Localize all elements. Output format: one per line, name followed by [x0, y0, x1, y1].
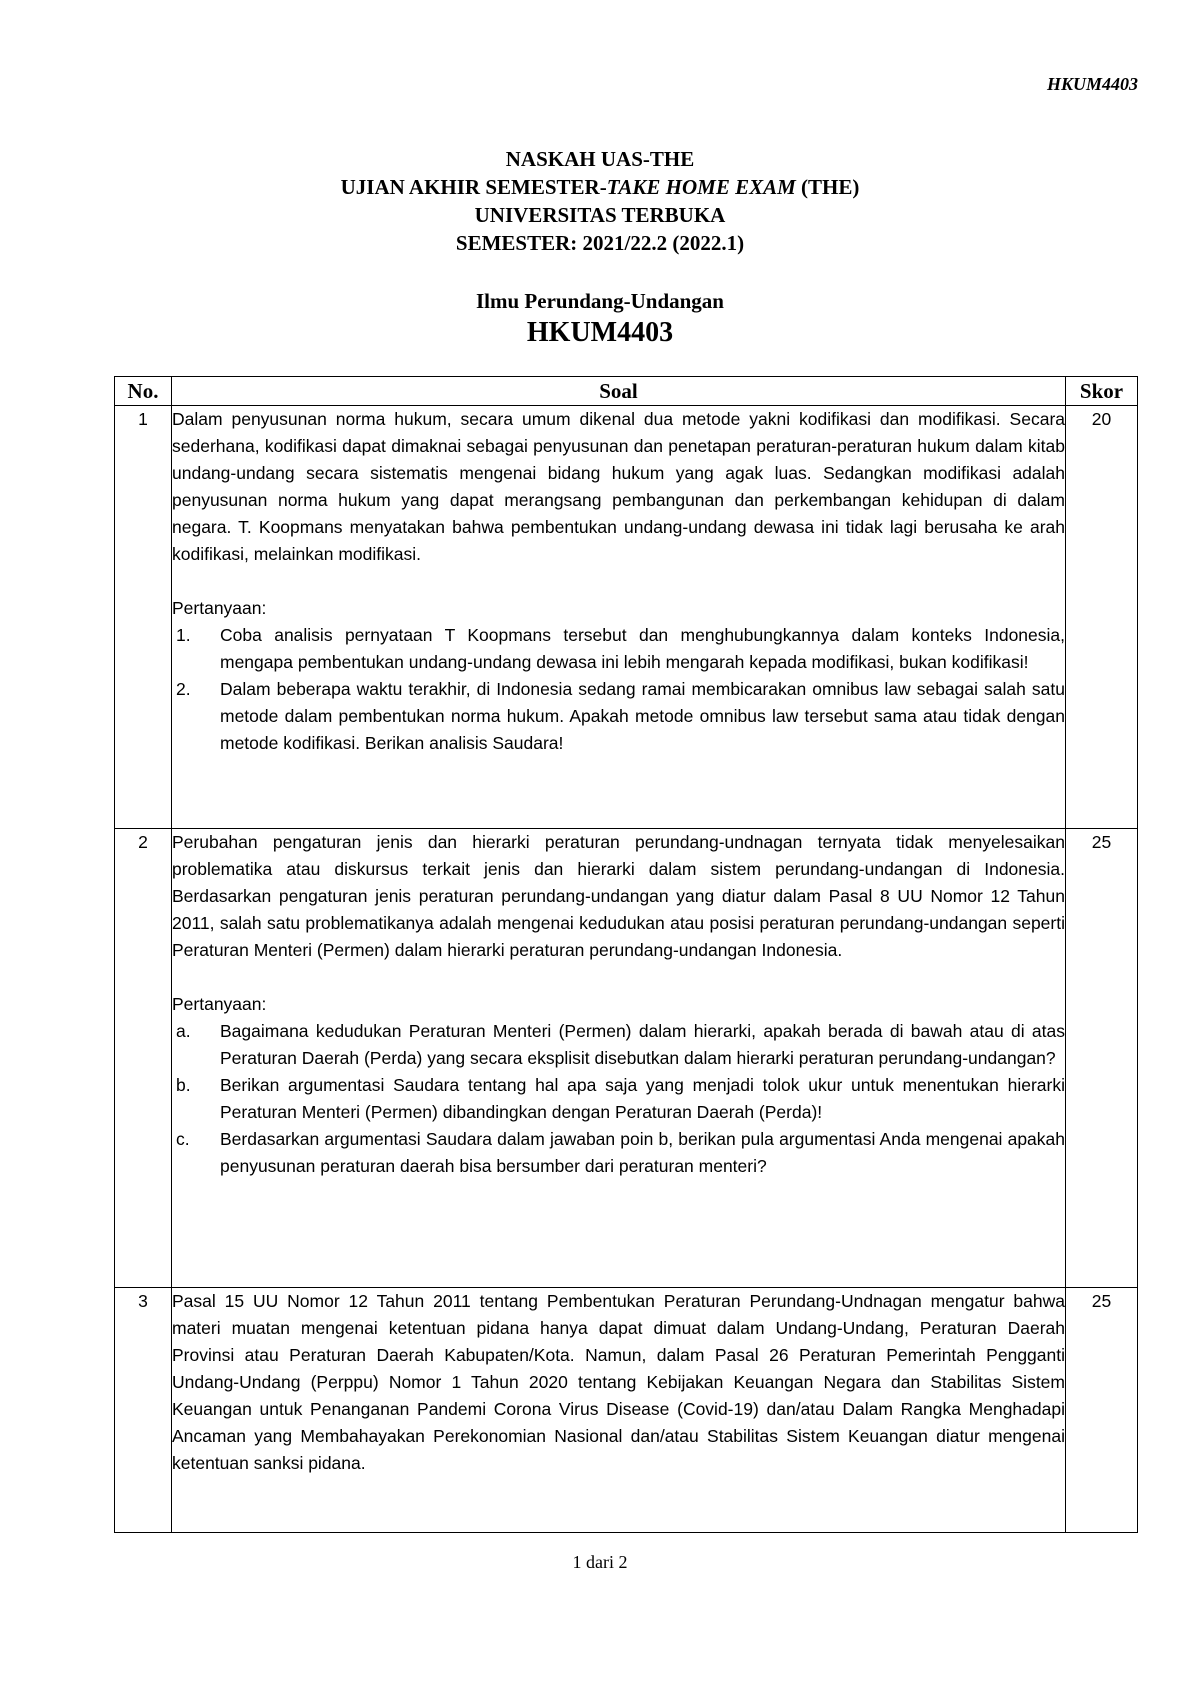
university-name: UNIVERSITAS TERBUKA [474, 203, 726, 227]
list-marker: 1. [176, 625, 191, 645]
score-value: 25 [1066, 1288, 1138, 1533]
doc-title: NASKAH UAS-THE [505, 147, 695, 171]
question-cell [172, 406, 1066, 829]
table-row [115, 1288, 1138, 1533]
question-list [172, 1018, 1065, 1180]
question-label: Pertanyaan: [172, 994, 267, 1014]
row-number: 1 [115, 406, 172, 829]
table-row [115, 829, 1138, 1288]
subtitle-italic: TAKE HOME EXAM [606, 175, 796, 199]
course-name: Ilmu Perundang-Undangan [476, 289, 724, 313]
list-item-text: Berdasarkan argumentasi Saudara dalam jawaban poin b, berikan pula argumentasi Anda mengenai apakah penyusunan peraturan daerah bisa bersumber dari peraturan menteri? [220, 1129, 1065, 1176]
row-number: 3 [115, 1288, 172, 1533]
semester-label: SEMESTER: 2021/22.2 (2022.1) [455, 231, 745, 255]
list-marker: c. [176, 1129, 190, 1149]
list-item-text: Bagaimana kedudukan Peraturan Menteri (Permen) dalam hierarki, apakah berada di bawah atau di atas Peraturan Daerah (Perda) yang secara eksplisit disebutkan dalam hierarki peraturan perundang-undangan? [220, 1021, 1065, 1068]
list-item [172, 1018, 1065, 1072]
list-item-text: Berikan argumentasi Saudara tentang hal apa saja yang menjadi tolok ukur untuk menentukan hierarki Peraturan Menteri (Permen) dibandingkan dengan Peraturan Daerah (Perda)! [220, 1075, 1065, 1122]
question-list [172, 622, 1065, 757]
question-label: Pertanyaan: [172, 598, 267, 618]
list-item-text: Coba analisis pernyataan T Koopmans tersebut dan menghubungkannya dalam konteks Indonesia, mengapa pembentukan undang-undang dewasa ini lebih mengarah kepada modifikasi, bukan kodifikasi! [220, 625, 1065, 672]
page-number: 1 dari 2 [572, 1552, 628, 1572]
question-cell [172, 1288, 1066, 1533]
exam-table [114, 376, 1138, 1533]
header-course-code: HKUM4403 [1046, 74, 1138, 94]
course-code: HKUM4403 [526, 317, 674, 348]
table-row [115, 406, 1138, 829]
list-marker: 2. [176, 679, 191, 699]
list-item-text: Dalam beberapa waktu terakhir, di Indonesia sedang ramai membicarakan omnibus law sebagai salah satu metode dalam pembentukan norma hukum. Apakah metode omnibus law tersebut sama atau tidak dengan metode kodifikasi. Berikan analisis Saudara! [220, 679, 1065, 753]
list-item [172, 1072, 1065, 1126]
list-marker: a. [176, 1021, 191, 1041]
question-cell [172, 829, 1066, 1288]
list-marker: b. [176, 1075, 191, 1095]
score-value: 25 [1066, 829, 1138, 1288]
doc-subtitle [0, 173, 1200, 201]
header-soal: Soal [172, 377, 1066, 406]
subtitle-prefix: UJIAN AKHIR SEMESTER- [340, 175, 607, 199]
header-skor: Skor [1066, 377, 1138, 406]
header-no: No. [115, 377, 172, 406]
list-item [172, 622, 1065, 676]
question-text: Pasal 15 UU Nomor 12 Tahun 2011 tentang Pembentukan Peraturan Perundang-Undnagan mengatur bahwa materi muatan mengenai ketentuan pidana hanya dapat dimuat dalam Undang-Undang, Peraturan Daerah Provinsi atau Peraturan Daerah Kabupaten/Kota. Namun, dalam Pasal 26 Peraturan Pemerintah Pengganti Undang-Undang (Perppu) Nomor 1 Tahun 2020 tentang Kebijakan Keuangan Negara dan Stabilitas Sistem Keuangan untuk Penanganan Pandemi Corona Virus Disease (Covid-19) dan/atau Dalam Rangka Menghadapi Ancaman yang Membahayakan Perekonomian Nasional dan/atau Stabilitas Sistem Keuangan diatur mengenai ketentuan sanksi pidana. [172, 1291, 1065, 1473]
question-text: Perubahan pengaturan jenis dan hierarki peraturan perundang-undnagan ternyata tidak menyelesaikan problematika atau diskursus terkait jenis dan hierarki dalam sistem perundang-undangan di Indonesia. Berdasarkan pengaturan jenis peraturan perundang-undangan yang diatur dalam Pasal 8 UU Nomor 12 Tahun 2011, salah satu problematikanya adalah mengenai kedudukan atau posisi peraturan perundang-undangan seperti Peraturan Menteri (Permen) dalam hierarki peraturan perundang-undangan Indonesia. [172, 832, 1065, 960]
question-text: Dalam penyusunan norma hukum, secara umum dikenal dua metode yakni kodifikasi dan modifikasi. Secara sederhana, kodifikasi dapat dimaknai sebagai penyusunan dan penetapan peraturan-peraturan hukum dalam kitab undang-undang secara sistematis mengenai bidang hukum yang agak luas. Sedangkan modifikasi adalah penyusunan norma hukum yang dapat merangsang pembangunan dan perkembangan kehidupan di dalam negara. T. Koopmans menyatakan bahwa pembentukan undang-undang dewasa ini tidak lagi berusaha ke arah kodifikasi, melainkan modifikasi. [172, 409, 1065, 564]
row-number: 2 [115, 829, 172, 1288]
table-header-row [115, 377, 1138, 406]
score-value: 20 [1066, 406, 1138, 829]
list-item [172, 1126, 1065, 1180]
subtitle-suffix: (THE) [795, 175, 860, 199]
list-item [172, 676, 1065, 757]
